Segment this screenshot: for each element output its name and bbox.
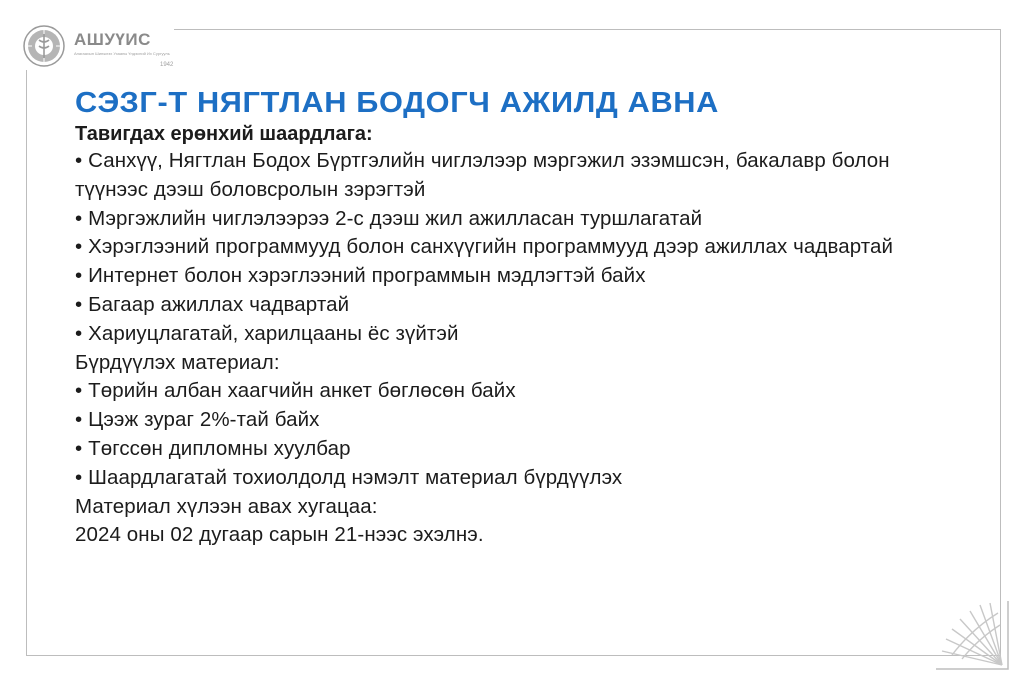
logo-subtitle: Анагаахын Шинжлэх Ухааны Үндэсний Их Сургууль (74, 51, 170, 56)
requirement-item: • Хэрэглээний программууд болон санхүүгийн программууд дээр ажиллах чадвартай (75, 235, 894, 259)
requirement-item: • Мэргэжлийн чиглэлээрээ 2-с дээш жил ажилласан туршлагатай (75, 206, 703, 230)
requirements-heading: Тавигдах ерөнхий шаардлага: (75, 123, 373, 145)
logo-name: АШУҮИС (74, 30, 151, 49)
deadline-heading: Материал хүлээн авах хугацаа: (75, 494, 378, 518)
logo-year: 1942 (160, 62, 174, 68)
material-item: • Цээж зураг 2%-тай байх (75, 408, 320, 432)
material-item: • Төгссөн дипломны хуулбар (75, 436, 351, 460)
requirement-item: • Багаар ажиллах чадвартай (75, 292, 350, 316)
requirement-item: • Хариуцлагатай, харилцааны ёс зүйтэй (75, 321, 459, 345)
requirement-item: • Интернет болон хэрэглээний программын мэдлэгтэй байх (75, 264, 646, 288)
material-item: • Төрийн албан хаагчийн анкет бөглөсөн байх (75, 379, 516, 403)
materials-heading: Бүрдүүлэх материал: (75, 350, 280, 374)
deadline-text: 2024 оны 02 дугаар сарын 21-нээс эхэлнэ. (75, 523, 484, 547)
university-emblem-icon (22, 24, 66, 68)
announcement (75, 85, 948, 550)
requirement-item: • Санхүү, Нягтлан Бодох Бүртгэлийн чиглэлээр мэргэжил эзэмшсэн, бакалавр болон түүнээс дээш боловсролын зэрэгтэй (75, 149, 890, 201)
logo (14, 18, 174, 70)
corner-fan-icon (932, 599, 1012, 671)
page-title: СЭЗГ-Т НЯГТЛАН БОДОГЧ АЖИЛД АВНА (75, 87, 719, 119)
material-item: • Шаардлагатай тохиолдолд нэмэлт материал бүрдүүлэх (75, 465, 623, 489)
